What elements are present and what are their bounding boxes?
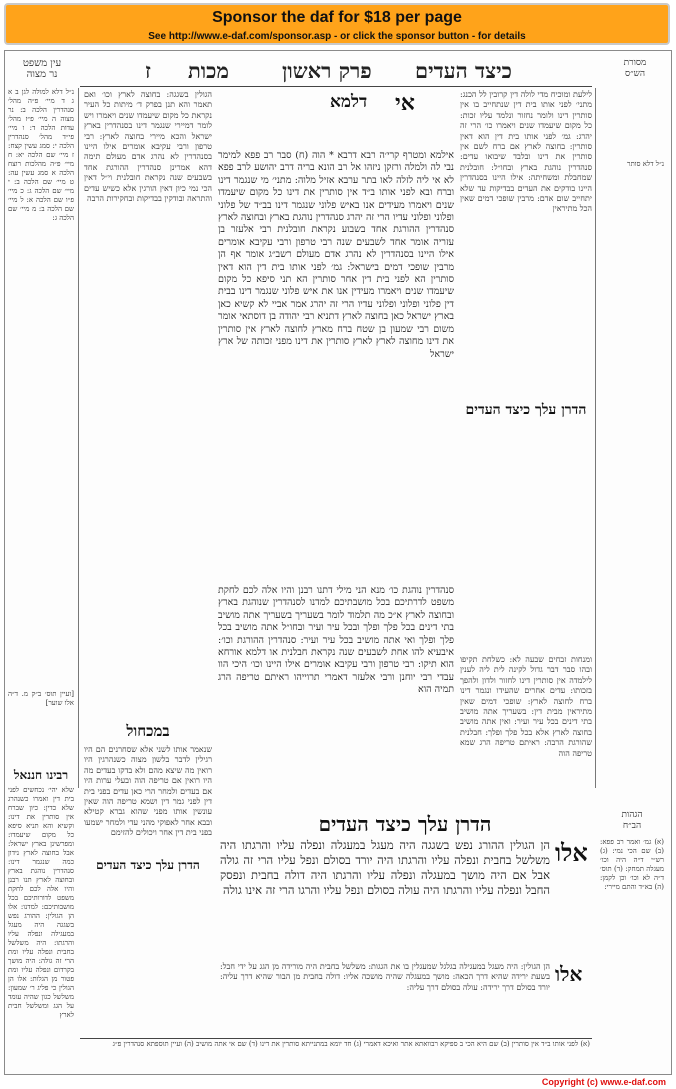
- header-rule: [80, 86, 592, 87]
- ein-mishpat-title: עין משפט נר מצוה: [22, 58, 62, 80]
- rashi-column: לילעת ומוכיח מדי לולה דין קרובין לל הכנג: מתני׳ לפני אותו בית דין שנתחייב בו אין סותרין דינו ולומר נחזור ונלמד עליו זכות: כל מקום שיעמדו שנים ויאמרו כו׳ הרי זה יהרג: גמ׳ לפני אותו בית דין הוא דאין סותרין: בחוצה לארץ אם ברח לשם אין סותרין את דינו ובלבד שיבואו עדים: סנהדרין נוהגת בארץ ובחו״ל: חובלנית שמחבלת ומשחיתה: אילו היינו בסנהדרין היינו בודקים את העדים בבדיקות עד שלא יתחייב שום אדם: מרבין שופכי דמים שאין הכל מתיראין: [460, 90, 592, 214]
- bottom-rule: [80, 1038, 592, 1039]
- sponsor-title: Sponsor the daf for $18 per page: [212, 9, 462, 26]
- rashi2-opening-word: אלו: [555, 962, 583, 986]
- masoret-hashas-notes: נ״ל דלא סותר: [627, 160, 664, 168]
- tractate-name: מכות: [188, 58, 229, 83]
- gemara-text-lower: סנהדרין נוהגת כו׳ מנא הני מילי דתנו רבנן והיו אלה לכם לחקת משפט לדרתיכם בכל מושבתיכם למדנו לסנהדרין שנוהגת בארץ ובחוצה לארץ א״כ מה תלמוד לומר בשעריך בשעריך אתה מושיב בתי דינים בכל פלך ופלך ובכל עיר ועיר ובחו״ל אתה מושיב בכל פלך ופלך ואי אתה מושיב בכל עיר ועיר: סנהדרין ההורגת וכו׳: איבעיא להו אחת לשבעים שנה נקראת חבלנית או דלמא אורחא הוא תיקו: רבי טרפון ורבי עקיבא אומרים אילו היינו וכו׳ היכי הוו עבדי רבי יוחנן ורבי אלעזר דאמרי תרוייהו ראיתם טריפה הרג תמיה הוא: [218, 585, 454, 696]
- rashi2-text: הן הגולין: היה מעגל במעגילה בגלגל שמעגלין בו את הגגות: משלשל בחבית היה מורידה מן הגג על ידי חבל: בשעת ירידה שהיא דרך הכאה: מושך במעגלה שהיה מושכה אליו: דולה בחבית מן הבור שהיא דרך עליה: יורד בסולם דרך ירידה: עולה בסולם דרך עליה:: [220, 962, 550, 992]
- mishna2-text: הן הגולין ההורג נפש בשגגה היה מעגל במעגלה ונפלה עליו והרגתו היה משלשל בחבית ונפלה עליו והרגתו היה יורד בסולם ונפל עליו הרי זה גולה אבל אם היה מושך במעגלה ונפלה עליו והרגתו היה דולה בחבית ונפסק החבל ונפלה עליו והרגתו היה עולה בסולם ונפל עליו והרגו הרי זה אינו גולה: [220, 838, 550, 897]
- chapter-title: כיצד העדים: [415, 58, 512, 83]
- tosafot-lower: שנאמר אותו לשני אלא שסחרנים הם היו רגילין לדבר בלשון מצוה כשנהרגין היו רואין מה שיצא מהם ולא בדקו בעדים מה היו רואין אם טריפה הוה ובעלי ערות היו אם בעדים ולמחר הרי כאן עדים בפני בית דין לפני גמר דין ושמא טריפה הוה שאין עונשין אותו מפני שהוא גברא קטילא ובבא אחר לאפוקי מהני עדי ולמחר ישמעו בפני בית דין אחר ויכולים להזימם: [84, 745, 212, 838]
- mishna2-opening-word: אלו: [555, 838, 588, 867]
- left-margin-divider: [78, 88, 79, 788]
- sponsor-banner[interactable]: [4, 3, 670, 45]
- hagahot-title: הגהות הב״ח: [621, 810, 643, 831]
- rashi-hadran: הדרן עלך כיצד העדים: [465, 402, 587, 418]
- mikhlol-word: במכחול: [126, 722, 170, 740]
- gemara-opening-word: אי: [395, 90, 415, 116]
- right-margin-divider: [595, 88, 596, 788]
- bottom-notes: (א) לפני אותו ב״ד אין סותרין (ב) שם היא הכי ב ספיקא רבוואתא אתר ואיכא דאמרי (ג) חד יומא במתנייתא סותרין את דינו (ד) שם אי אתה מושיב (ה) ועיין תוספתא סנהדרין פ״ג: [112, 1040, 590, 1048]
- left-margin-note: [ועיין תוס׳ ב״ק מ. ד״ה אלו שוער]: [8, 690, 74, 707]
- daf-number: ז: [145, 58, 151, 83]
- rashi-lower: ומנחות זבחים שבעה לא: כשלחת תקיפו ובהו סבר דבר גדול לקינה לית ליה לענין לילמדה אין סותרין דינו לחזור ולדון ולהפך בזכותו: עדים אחרים שהעידו ונגמר דינו ברח לחוצה לארץ: שופכי דמים שאין מתיראין מבית דין: בשעריך אתה מושיב בתי דינים בכל עיר ועיר: ואין אתה מושיב בחוצה לארץ אלא בכל פלך ופלך: חבלנית שהורגת הרבה: ראיתם טריפה הרג שמא טריפה הוה: [460, 655, 592, 758]
- hadran-title: הדרן עלך כיצד העדים: [318, 812, 492, 836]
- hagahot-text: (א) גמ׳ ואמר רב פפא: (ב) שם הכי נמי: (ג) רש״י ד״ה היה וכו׳ מעגלה תמחק: (ד) תוס׳ ד״ה לא וכו׳ וכן לקמן: (ה) בא״ד והתם מיירי:: [600, 838, 664, 891]
- tosafot-column: הגולין בשגגה: בחוצה לארץ וכו׳ ואם תאמר והא תנן בפרק ד׳ מיתות כל העיר נקראת כל מקום שיעמדו שנים ויאמרו ויש לומר דמיירי שנגמר דינו בסנהדרין בארץ ישראל והכא מיירי בחוצה לארץ: רבי טרפון ורבי עקיבא אומרים אילו היינו בסנהדרין לא נהרג אדם מעולם תימה דהא אמרינן סנהדרין ההורגת אחד בשבעים שנה נקראת חובלנית וי״ל דאין הכי נמי כיון דאין הורגין אלא כשיש עדים והתראה ובודקין בבדיקות ובחקירות הרבה: [84, 90, 212, 204]
- rabbeinu-chananel-title: רבינו חננאל: [13, 768, 69, 782]
- sponsor-subtitle[interactable]: See http://www.e-daf.com/sponsor.asp - or click the sponsor button - for details: [148, 31, 526, 42]
- chapter-name: פרק ראשון: [282, 58, 372, 83]
- copyright-notice[interactable]: Copyright (c) www.e-daf.com: [541, 1077, 666, 1087]
- rabbeinu-chananel-text: שלא יהי׳ נכחשים לפני בית דין ואמרו כשנהרג שלא כדין: כיון שברח אין סותרין את דינו: וקשיא והא תניא סיפא כל מקום שיעמדו: ומפרשינן בארץ ישראל: אבל בחוצה לארץ נידון כמה שנגמר דינו: סנהדרין נוהגת בארץ ובחוצה לארץ תנו רבנן והיו אלה לכם לחקת משפט לדורותיכם בכל מושבותיכם: למדנו: אלו הן הגולין: ההורג נפש בשגגה היה מעגל במעגילה ונפלה עליו והרגתו: היה משלשל בחבית ונפלה עליו ומת הרי זה גולה: היה מושך בקרדום ונפלה עליו ומת פטור מן הגלות: אלו הן הגולין כי פליג ר׳ שמעון: משלשל כגון שהיה עומד על הגג ומשלשל חבית לארץ: [8, 786, 74, 1019]
- ein-mishpat-notes: נ״ל דלא למולה לגן ב א ג ד מיי׳ פ״ה מהל׳ סנהדרין הלכה ב: נר מצוה ה מיי׳ פ״ז מהל׳ עדות הלכה ד: ו מיי׳ פי״ד מהל׳ סנהדרין הלכה י: סמג עשין קצח: ז מיי׳ שם הלכה יא: ח מיי׳ פ״ה מהלכות רוצח הלכה א סמג עשין עה: ט מיי׳ שם הלכה ב: י מיי׳ שם הלכה ג: כ מיי׳ פ״ו שם הלכה א: ל מיי׳ שם הלכה ב: מ מיי׳ שם הלכה ג:: [8, 88, 74, 222]
- tosafot-hadran: הדרן עלך כיצד העדים: [96, 858, 200, 872]
- gemara-text-upper: אילמא ומטרף קרי׳ה רבא דרבא * הוה (ח) סבר רב פפא למימר נבי לה ולמלה ורזקן ניזהו אל רב הונא בריה דרב יהושע לרב פפא לא אי ליה לזלה לאו בתר ערבא אזיל מלוה: מתני׳ מי שנגמר דינו וברח ובא לפני אותו ב״ד אין סותרין את דינו כל מקום שיעמדו שנים ויאמרו מעידים אנו באיש פלוני שנגמר דינו בב״ד של פלוני ופלוני ופלוני עדיו הרי זה יהרג סנהדרין נוהגת בארץ ובחוצה לארץ סנהדרין ההורגת אחד בשבוע נקראת חובלנית רבי אלעזר בן עזריה אומר אחד לשבעים שנה רבי טרפון ורבי עקיבא אומרים אילו היינו בסנהדרין לא נהרג אדם מעולם רשב״ג אומר אף הן מרבין שופכי דמים בישראל: גמ׳ לפני אותו בית דין הוא דאין סותרין הא לפני בית דין אחר סותרין הא תני סיפא כל מקום שיעמדו שנים ויאמרו מעידין אנו את איש פלוני שנגמר דינו בבית דין פלוני ופלוני ופלוני עדיו הרי זה יהרג אמר אביי לא קשיא כאן בארץ ישראל כאן בחוצה לארץ דתניא רבי יהודה בן דוסתאי אומר משום רבי שמעון בן שטח ברח מארץ לחוצה לארץ אין סותרין את דינו מחוצה לארץ לארץ סותרין את דינו מפני זכותה של ארץ ישראל: [218, 150, 454, 360]
- gemara-opening-word2: דלמא: [330, 92, 368, 112]
- masoret-hashas-title: מסורת הש״ס: [623, 58, 647, 79]
